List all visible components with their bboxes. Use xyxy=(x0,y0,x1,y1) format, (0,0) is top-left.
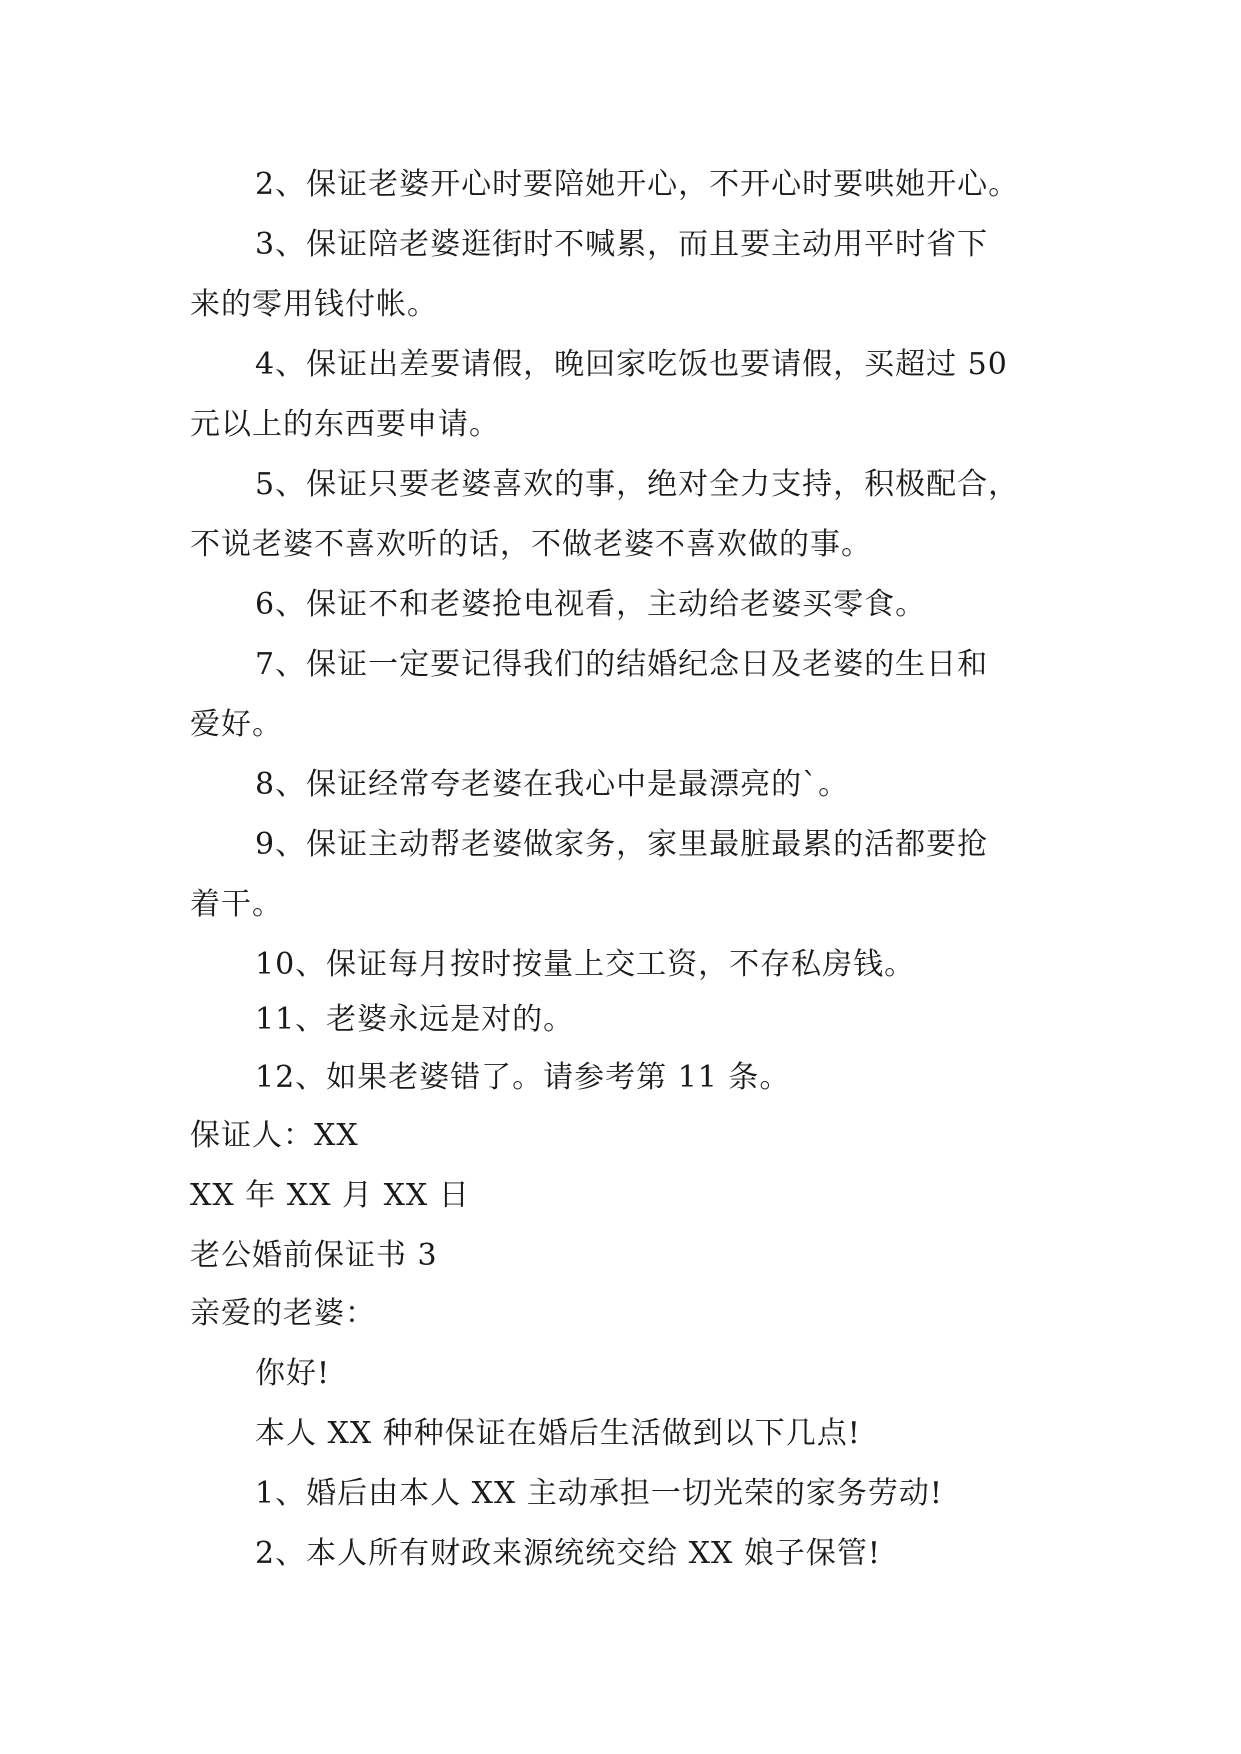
date-line: XX 年 XX 月 XX 日 xyxy=(190,1178,470,1213)
clause-5-cont: 不说老婆不喜欢听的话，不做老婆不喜欢做的事。 xyxy=(190,527,872,562)
clause-10: 10、保证每月按时按量上交工资，不存私房钱。 xyxy=(255,947,916,982)
clause-3-cont: 来的零用钱付帐。 xyxy=(190,287,438,322)
clause-8: 8、保证经常夸老婆在我心中是最漂亮的`。 xyxy=(255,767,850,802)
clause-11: 11、老婆永远是对的。 xyxy=(255,1002,575,1037)
greeting: 你好! xyxy=(255,1356,331,1391)
salutation: 亲爱的老婆： xyxy=(190,1296,376,1331)
clause-2: 2、保证老婆开心时要陪她开心，不开心时要哄她开心。 xyxy=(255,167,1020,202)
clause-5: 5、保证只要老婆喜欢的事，绝对全力支持，积极配合， xyxy=(255,467,1020,502)
clause-4: 4、保证出差要请假，晚回家吃饭也要请假，买超过 50 xyxy=(255,347,1008,382)
clause-9: 9、保证主动帮老婆做家务，家里最脏最累的活都要抢 xyxy=(255,827,989,862)
clause-12: 12、如果老婆错了。请参考第 11 条。 xyxy=(255,1060,791,1095)
pledge-2: 2、本人所有财政来源统统交给 XX 娘子保管! xyxy=(255,1536,881,1571)
intro-line: 本人 XX 种种保证在婚后生活做到以下几点! xyxy=(255,1416,861,1451)
clause-4-cont: 元以上的东西要申请。 xyxy=(190,407,500,442)
pledge-1: 1、婚后由本人 XX 主动承担一切光荣的家务劳动! xyxy=(255,1476,943,1511)
clause-3: 3、保证陪老婆逛街时不喊累，而且要主动用平时省下 xyxy=(255,227,989,262)
clause-6: 6、保证不和老婆抢电视看，主动给老婆买零食。 xyxy=(255,587,927,622)
clause-9-cont: 着干。 xyxy=(190,887,283,922)
clause-7: 7、保证一定要记得我们的结婚纪念日及老婆的生日和 xyxy=(255,647,989,682)
section-title: 老公婚前保证书 3 xyxy=(190,1238,438,1273)
guarantor-line: 保证人：XX xyxy=(190,1118,359,1153)
clause-7-cont: 爱好。 xyxy=(190,707,283,742)
